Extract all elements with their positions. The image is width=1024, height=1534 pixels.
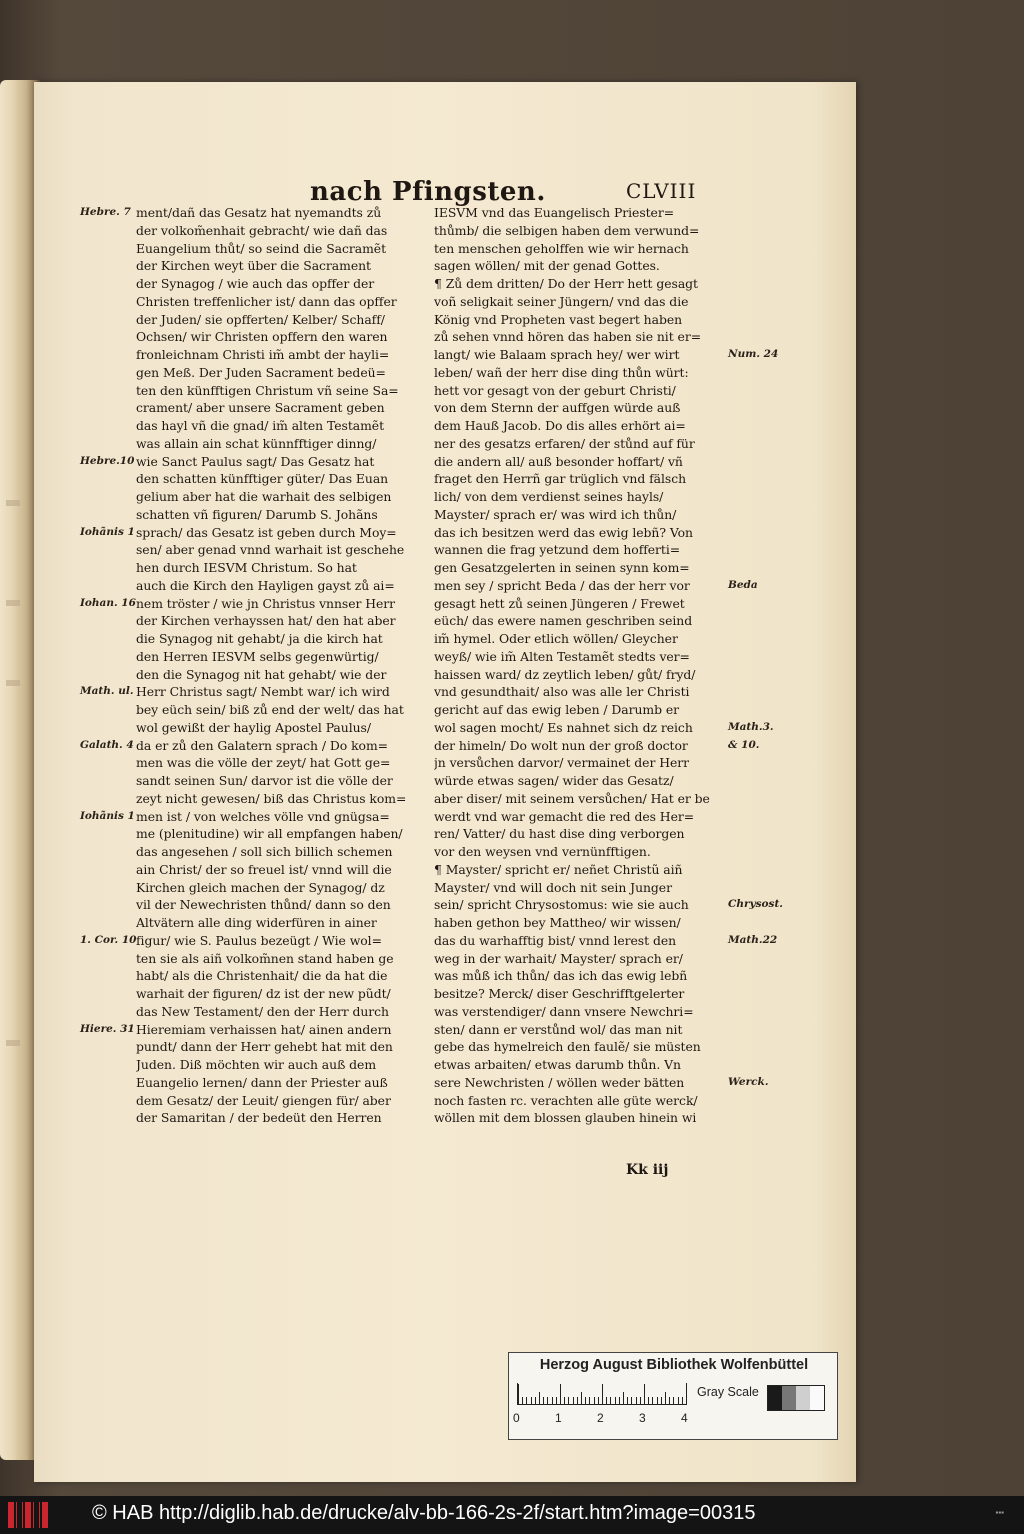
margin-note: Math.3. [728,720,774,733]
text-line: der volkom̃enhait gebracht/ wie dañ das [136,222,388,238]
margin-note: Werck. [728,1075,769,1088]
text-line: sprach/ das Gesatz ist geben durch Moy= [136,524,397,540]
text-line: ain Christ/ der so freuel ist/ vnnd will die [136,861,392,877]
text-line: Herr Christus sagt/ Nembt war/ ich wird [136,684,390,700]
scale-number: 4 [681,1411,688,1425]
text-line: gen Meß. Der Juden Sacrament bedeü= [136,364,386,380]
folio-number: CLVIII [626,179,697,203]
scale-tick [526,1397,527,1404]
scale-tick [686,1384,687,1404]
scale-tick [610,1397,611,1404]
scale-tick [669,1397,670,1404]
footer-bar [0,1496,1024,1534]
margin-note: 1. Cor. 10 [80,933,137,946]
grayscale-patches [767,1385,825,1411]
scale-tick [522,1397,523,1404]
scale-tick [627,1397,628,1404]
footer-small-mark: ▪▪▪ [995,1508,1004,1517]
text-line: Mayster/ sprach er/ was wird ich thůn/ [434,506,677,522]
margin-note: Math.22 [728,933,778,946]
text-line: den die Synagog nit hat gehabt/ wie der [136,666,387,682]
text-line: sein/ spricht Chrysostomus: wie sie auch [434,897,689,913]
text-line: ¶ Zů dem dritten/ Do der Herr hett gesagt [434,276,698,291]
scale-tick [631,1397,632,1404]
scale-tick [636,1397,637,1404]
margin-note: Hebre. 7 [80,206,131,218]
book-page [34,82,856,1482]
footer-copyright-link[interactable]: © HAB http://diglib.hab.de/drucke/alv-bb-166-2s-2f/start.htm?image=00315 [92,1502,756,1524]
scale-tick [543,1397,544,1404]
text-line: vil der Newechristen thůnd/ dann so den [136,897,391,913]
text-line: zů sehen vnnd hören das haben sie nit er= [434,329,702,345]
text-line: jn versůchen darvor/ vermainet der Herr [434,755,690,771]
text-line: hett vor gesagt von der geburt Christi/ [434,382,676,398]
text-line: was allain ain schat künnfftiger dinng/ [136,435,377,451]
text-line: me (plenitudine) wir all empfangen haben/ [136,826,403,842]
text-line: wannen die frag yetzund dem hofferti= [434,542,681,558]
catchword: Kk iij [626,1162,669,1178]
text-line: gelium aber hat die warhait des selbigen [136,489,392,504]
scale-number: 2 [597,1411,604,1425]
scale-tick [652,1397,653,1404]
text-line: das du warhafftig bist/ vnnd lerest den [434,932,677,948]
text-line: langt/ wie Balaam sprach hey/ wer wirt [434,347,680,362]
scale-tick [552,1397,553,1404]
margin-note: Iohan. 16 [80,596,136,609]
scale-tick [598,1397,599,1404]
scale-tick [518,1384,519,1404]
text-line: voñ seligkait seiner Jüngern/ vnd das die [434,293,689,309]
text-line: wöllen mit dem blossen glauben hinein wi [434,1110,697,1126]
text-line: die Synagog nit gehabt/ ja die kirch hat [136,631,383,646]
text-line: sagen wöllen/ mit der genad Gottes. [434,258,660,274]
text-line: weyß/ wie im̃ Alten Testamẽt stedts ver= [434,648,690,664]
scale-tick [594,1397,595,1404]
scale-tick [665,1392,666,1404]
margin-note: Math. ul. [80,685,134,698]
scale-tick [568,1397,569,1404]
text-line: was můß ich thůn/ das ich das ewig lebñ [434,968,688,984]
text-line: figur/ wie S. Paulus bezeügt / Wie wol= [136,932,382,948]
text-line: vor den weysen vnd vernünfftigen. [434,844,651,859]
text-line: men sey / spricht Beda / das der herr vor [434,577,690,593]
scale-tick [602,1384,603,1404]
scale-tick [556,1397,557,1404]
text-line: im̃ hymel. Oder etlich wöllen/ Gleycher [434,631,678,646]
text-line: haissen ward/ dz zeytlich leben/ gůt/ fryd/ [434,666,696,682]
scale-tick [657,1397,658,1404]
right-text-column [434,204,730,1127]
scale-tick [564,1397,565,1404]
text-line: gebe das hymelreich den faulẽ/ sie müsten [434,1039,701,1055]
scale-number: 0 [513,1411,520,1425]
text-line: bey eüch sein/ biß zů end der welt/ das hat [136,702,404,717]
text-line: pundt/ dann der Herr gehebt hat mit den [136,1039,393,1055]
text-line: ment/dañ das Gesatz hat nyemandts zů [136,205,382,220]
text-line: besitze? Merck/ diser Geschrifftgelerter [434,986,685,1001]
text-line: ¶ Mayster/ spricht er/ neñet Christũ aiñ [434,861,683,877]
measurement-scale [517,1383,687,1405]
text-line: auch die Kirch den Hayligen gayst zů ai= [136,577,395,593]
text-line: das angesehen / soll sich billich schemen [136,844,393,859]
scale-tick [585,1397,586,1404]
text-line: nem tröster / wie jn Christus vnnser Herr [136,595,396,611]
text-line: von dem Sternn der auffgen würde auß [434,400,681,416]
text-line: würde etwas sagen/ wider das Gesatz/ [434,773,674,788]
text-line: eüch/ das ewere namen geschriben seind [434,613,693,629]
text-line: Kirchen gleich machen der Synagog/ dz [136,879,385,895]
scale-tick [560,1384,561,1404]
text-line: was verstendiger/ dann vnsere Newchri= [434,1003,694,1019]
scale-tick [619,1397,620,1404]
text-line: haben gethon bey Mattheo/ wir wissen/ [434,915,681,930]
scale-tick [531,1397,532,1404]
text-line: aber diser/ mit seinem versůchen/ Hat er be [434,790,710,806]
grayscale-label: Gray Scale [697,1385,759,1399]
text-line: fronleichnam Christi im̃ ambt der hayli= [136,347,390,362]
text-line: König vnd Propheten vast begert haben [434,311,683,327]
text-line: fraget den Herrñ gar trüglich vnd fälsch [434,471,687,487]
scale-tick [606,1397,607,1404]
text-line: werdt vnd war gemacht die red des Her= [434,808,695,824]
library-color-target [508,1352,838,1440]
text-line: Christen treffenlicher ist/ dann das opffer [136,293,397,309]
margin-note: Iohãnis 1 [80,809,135,822]
text-line: der Juden/ sie opfferten/ Kelber/ Schaff/ [136,311,385,327]
text-line: weg in der warhait/ Mayster/ sprach er/ [434,950,683,966]
text-line: wol sagen mocht/ Es nahnet sich dz reich [434,719,693,735]
text-line: etwas arbaiten/ etwas darumb thůn. Vn [434,1057,681,1072]
text-line: ten sie als aiñ volkom̃nen stand haben ge [136,950,394,966]
margin-note: Hiere. 31 [80,1022,135,1035]
text-line: schatten vñ figuren/ Darumb S. Johãns [136,506,378,522]
margin-note: & 10. [728,738,760,751]
margin-note: Iohãnis 1 [80,525,135,538]
library-name: Herzog August Bibliothek Wolfenbüttel [539,1357,809,1373]
scale-tick [678,1397,679,1404]
text-line: ner des gesatzs erfaren/ der stůnd auf für [434,435,695,451]
text-line: Ochsen/ wir Christen opffern den waren [136,329,388,345]
margin-note: Hebre.10 [80,454,135,467]
hab-logo-icon [8,1502,48,1528]
text-line: gesagt hett zů seinen Jüngeren / Frewet [434,595,685,611]
text-line: ten den künfftigen Christum vñ seine Sa= [136,382,399,398]
text-line: das ich besitzen werd das ewig lebñ? Von [434,524,693,540]
text-line: zeyt nicht gewesen/ biß das Christus kom= [136,790,407,806]
scale-tick [644,1384,645,1404]
text-line: Mayster/ vnd will doch nit sein Junger [434,879,672,895]
text-line: Hieremiam verhaissen hat/ ainen andern [136,1021,392,1037]
scale-tick [589,1397,590,1404]
text-line: der Samaritan / der bedeüt den Herren [136,1110,382,1126]
scale-tick [661,1397,662,1404]
margin-note: Chrysost. [728,898,783,911]
text-line: wol gewißt der haylig Apostel Paulus/ [136,719,371,735]
left-text-column [136,204,436,1127]
text-line: sere Newchristen / wöllen weder bätten [434,1074,685,1090]
scale-number: 1 [555,1411,562,1425]
scale-tick [623,1392,624,1404]
text-line: die andern all/ auß besonder hoffart/ vñ [434,453,683,469]
text-line: thůmb/ die selbigen haben dem verwund= [434,222,700,238]
text-line: IESVM vnd das Euangelisch Priester= [434,205,675,220]
text-line: der himeln/ Do wolt nun der groß doctor [434,737,688,753]
margin-note: Num. 24 [728,348,779,360]
text-line: da er zů den Galatern sprach / Do kom= [136,737,388,753]
text-line: hen durch IESVM Christum. So hat [136,560,357,575]
text-line: warhait der figuren/ dz ist der new pũdt/ [136,986,391,1001]
scale-tick [547,1397,548,1404]
text-line: Altvätern alle ding widerfüren in ainer [136,915,377,930]
text-line: Euangelium thůt/ so seind die Sacramẽt [136,240,386,256]
text-line: crament/ aber unsere Sacrament geben [136,400,385,416]
text-line: dem Hauß Jacob. Do dis alles erhört ai= [434,418,686,433]
text-line: den Herren IESVM selbs gegenwürtig/ [136,648,379,664]
text-line: noch fasten rc. verachten alle güte werck/ [434,1092,698,1108]
text-line: ten menschen geholffen wie wir hernach [434,240,689,256]
text-line: Juden. Diß möchten wir auch auß dem [136,1057,377,1072]
text-line: men ist / von welches völle vnd gnügsa= [136,808,390,824]
margin-note: Beda [728,578,758,591]
text-line: habt/ als die Christenhait/ die da hat die [136,968,388,984]
scale-tick [577,1397,578,1404]
scale-tick [539,1392,540,1404]
text-line: ren/ Vatter/ du hast dise ding verborgen [434,826,685,842]
scale-tick [648,1397,649,1404]
text-line: leben/ wañ der herr dise ding thůn würt: [434,364,689,380]
scale-tick [673,1397,674,1404]
text-line: der Kirchen verhayssen hat/ den hat aber [136,613,396,629]
scale-tick [535,1397,536,1404]
scale-tick [581,1392,582,1404]
text-line: vnd gesundthait/ also was alle ler Christi [434,684,690,700]
text-line: dem Gesatz/ der Leuit/ giengen für/ aber [136,1092,391,1108]
text-line: lich/ von dem verdienst seines hayls/ [434,489,664,504]
margin-note: Galath. 4 [80,738,134,751]
scale-tick [573,1397,574,1404]
running-title: nach Pfingsten. [310,177,546,207]
text-line: Euangelio lernen/ dann der Priester auß [136,1074,388,1090]
text-line: wie Sanct Paulus sagt/ Das Gesatz hat [136,453,375,469]
text-line: der Kirchen weyt über die Sacrament [136,258,371,274]
scale-tick [640,1397,641,1404]
text-line: das hayl vñ die gnad/ im̃ alten Testamẽt [136,418,385,433]
text-line: gen Gesatzgelerten in seinen synn kom= [434,560,690,575]
scale-tick [682,1397,683,1404]
text-line: sen/ aber genad vnnd warhait ist geschehe [136,542,405,558]
scale-number: 3 [639,1411,646,1425]
text-line: gericht auf das ewig leben / Darumb er [434,702,680,717]
text-line: sten/ dann er verstůnd wol/ das man nit [434,1021,683,1037]
scale-tick [615,1397,616,1404]
text-line: men was die völle der zeyt/ hat Gott ge= [136,755,391,771]
text-line: sandt seinen Sun/ darvor ist die völle der [136,773,393,788]
text-line: den schatten künfftiger güter/ Das Euan [136,471,389,487]
text-line: der Synagog / wie auch das opffer der [136,276,375,291]
text-line: das New Testament/ den der Herr durch [136,1003,389,1019]
